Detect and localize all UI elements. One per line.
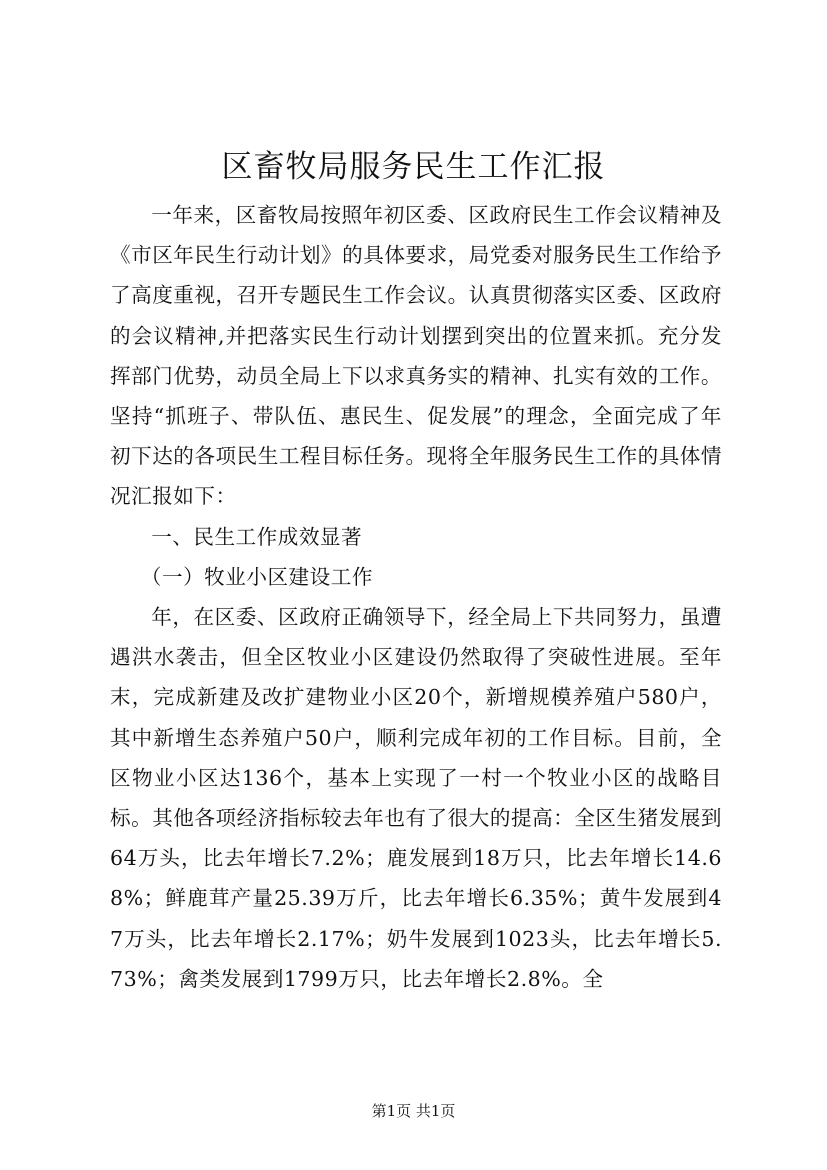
page-footer: 第1页 共1页 — [371, 1102, 456, 1120]
section-heading: 一、民生工作成效显著 — [151, 524, 363, 549]
document-body — [110, 195, 722, 999]
subsection-heading: （一）牧业小区建设工作 — [140, 564, 373, 589]
document-title: 区畜牧局服务民生工作汇报 — [221, 149, 606, 185]
intro-paragraph: 一年来，区畜牧局按照年初区委、区政府民生工作会议精神及《市区年民生行动计划》的具体要求，局党委对服务民生工作给予了高度重视，召开专题民生工作会议。认真贯彻落实区委、区政府的会议精神,并把落实民生行动计划摆到突出的位置来抓。充分发挥部门优势，动员全局上下以求真务实的精神、扎实有效的工作。坚持“抓班子、带队伍、惠民生、促发展”的理念，全面完成了年初下达的各项民生工程目标任务。现将全年服务民生工作的具体情况汇报如下： — [110, 203, 722, 509]
body-paragraph: 年，在区委、区政府正确领导下，经全局上下共同努力，虽遭遇洪水袭击，但全区牧业小区建设仍然取得了突破性进展。至年末，完成新建及改扩建物业小区20个，新增规模养殖户580户，其中新增生态养殖户50户，顺利完成年初的工作目标。目前，全区物业小区达136个，基本上实现了一村一个牧业小区的战略目标。其他各项经济指标较去年也有了很大的提高：全区生猪发展到64万头，比去年增长7.2%；鹿发展到18万只，比去年增长14.68%；鲜鹿茸产量25.39万斤，比去年增长6.35%；黄牛发展到47万头，比去年增长2.17%；奶牛发展到1023头，比去年增长5.73%；禽类发展到1799万只，比去年增长2.8%。全 — [110, 605, 722, 991]
